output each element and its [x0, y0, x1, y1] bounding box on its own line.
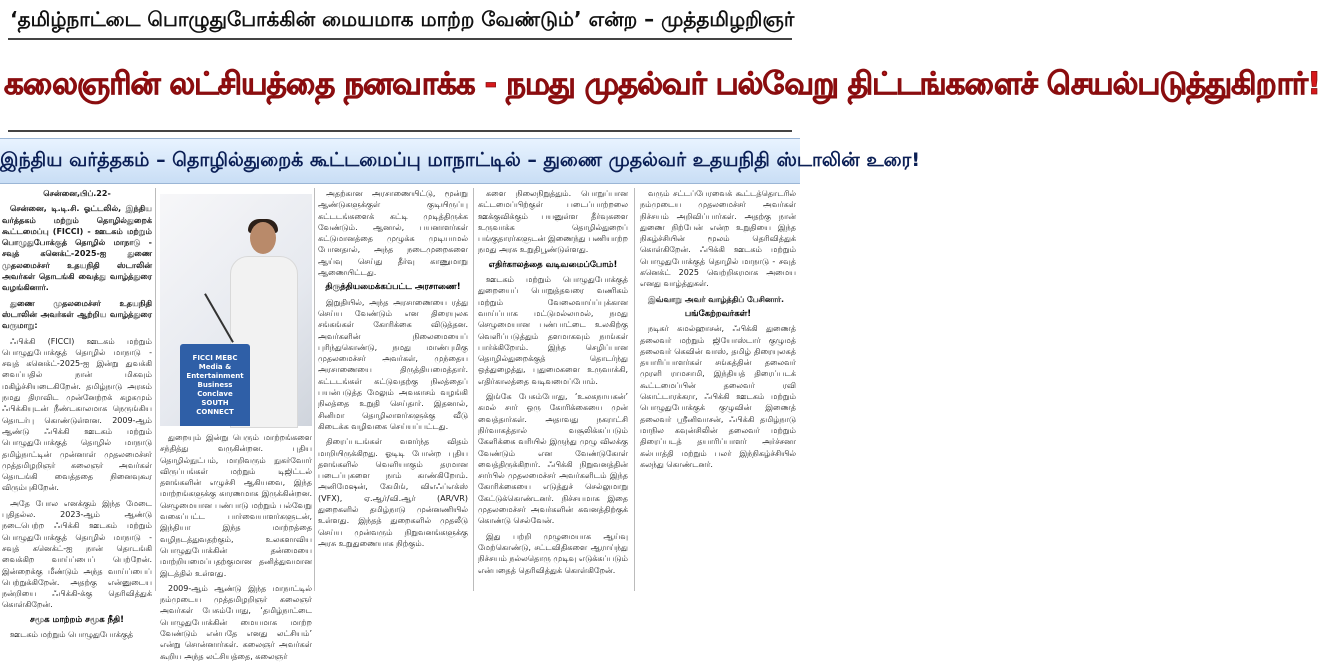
column-separator — [473, 188, 474, 591]
column-separator — [155, 188, 156, 591]
section-heading: சமூக மாற்றம் சமூக நீதி! — [30, 614, 124, 625]
article-column-3 — [318, 188, 468, 591]
paragraph: வரும் சட்டப்பேரவைக் கூட்டத்தொடரில் நம்முடைய முதலமைச்சர் அவர்கள் நிச்சயம் அறிவிப்பார்கள். அதற்கு நான் துணை நிற்பேன் என்ற உறுதியை இந்த நிகழ்ச்சியின் மூலம் தெரிவித்துக் கொள்கிறேன். ஃபிக்கி ஊடகம் மற்றும் பொழுதுபோக்குத் தொழில் மாநாடு - சவுத் கனெக்ட் 2025 வெற்றிகரமாக அமைய எனது வாழ்த்துகள். — [640, 189, 796, 289]
paragraph: இவ்வாறு அவர் வாழ்த்திப் பேசினார். — [648, 294, 785, 304]
article-column-1 — [2, 188, 152, 639]
paragraph: ஃபிக்கி (FICCI) ஊடகம் மற்றும் பொழுதுபோக்குத் தொழில் மாநாடு - சவுத் கனெக்ட்-2025-ஐ இன்று துவக்கி வைப்பதில் நான் மிகவும் மகிழ்ச்சியடைகிறேன். தமிழ்நாடு அரசும் நமது திராவிட முன்னேற்றக் கழகமும் ஃபிக்கியுடன் நீண்டகாலமாக நெருங்கிய தொடர்பு கொண்டுள்ளன. 2009-ஆம் ஆண்டு ஃபிக்கி ஊடகம் மற்றும் பொழுதுபோக்குத் தொழில் மாநாடு தமிழ்நாட்டின் முன்னாள் முதலமைச்சர் முத்தமிழறிஞர் கலைஞர் அவர்கள் தொடங்கி வைத்ததை நினைவுகூர விரும்புகிறேன். — [2, 336, 152, 493]
paragraph: இது பற்றி முழுமையாக ஆய்வு மேற்கொண்டு, சட்டவிதிகளை ஆராய்ந்து நிச்சயம் நல்லதொரு முடிவு எடுக்கப்படும் என்பதைத் தெரிவித்துக் கொள்கிறேன். — [478, 531, 628, 575]
lead-paragraph: சென்னை, டி.டி.சி. ஓட்டலில், இந்திய வர்த்தகம் மற்றும் தொழில்துறைக் கூட்டமைப்பு (FICCI) - ஊடகம் மற்றும் பொழுதுபோக்குத் தொழில் மாநாடு - சவுத் கனெக்ட்-2025-ஐ துணை முதலமைச்சர் உதயநிதி ஸ்டாலின் அவர்கள் தொடங்கி வைத்து வாழ்த்துரை வழங்கினார். — [2, 204, 152, 293]
article-column-4 — [478, 188, 628, 591]
paragraph: திரைப்படங்கள் வளர்ந்த விதம் மாறியிருக்கிறது. ஓடிடி போன்ற புதிய தளங்களில் வெளியாகும் தரமான படைப்புகளை நாம் காண்கிறோம். அனிமேஷன், கேமிங், விஎஃப்எக்ஸ் (VFX), ஏ.ஆர்/வி.ஆர் (AR/VR) துறைகளில் தமிழ்நாடு முன்னணியில் உள்ளது. இந்தத் துறைகளில் முதலீடு செய்ய முன்வரும் நிறுவனங்களுக்கு அரசு உறுதுணையாக நிற்கும். — [318, 437, 468, 548]
paragraph: அதற்கான அரசாணையிட்டு, மூன்று ஆண்டுகளுக்குள் குடியிருப்பு கட்டடங்களைக் கட்டி முடித்திருக்க வேண்டும். ஆனால், பயனாளர்கள் கட்டுமானத்தை முழுக்க முடியாமல் போனதால், அந்த நடைமுறைகளை ஆய்வு செய்து தீர்வு காணுமாறு ஆணையிட்டது. — [318, 189, 468, 278]
article-column-2 — [160, 432, 312, 661]
subheadline: இந்திய வர்த்தகம் – தொழில்துறைக் கூட்டமைப்பு மாநாட்டில் – துணை முதல்வர் உதயநிதி ஸ்டாலின் உரை! — [0, 149, 921, 171]
main-headline: கலைஞரின் லட்சியத்தை நனவாக்க - நமது முதல்வர் பல்வேறு திட்டங்களைச் செயல்படுத்துகிறார்! — [4, 66, 1320, 102]
paragraph: அதே போல எனக்கும் இந்த மேடை புதிதல்ல. 2023-ஆம் ஆண்டு நடைபெற்ற ஃபிக்கி ஊடகம் மற்றும் பொழுதுபோக்குத் தொழில் மாநாடு - சவுத் கனெக்ட்-ஐ நான் தொடங்கி வைக்கிற வாய்ப்பைப் பெற்றேன். இன்றைக்கு மீண்டும் அந்த வாய்ப்பைப் பெற்றுக்கிறேன். அதற்கு என்னுடைய நன்றியை ஃபிக்கி-க்கு தெரிவித்துக் கொள்கிறேன். — [2, 498, 152, 610]
column-separator — [314, 188, 315, 591]
paragraph: இறுதியில், அந்த அரசாணையை ரத்து செய்ய வேண்டும் என திரையுலக சங்கங்கள் கோரிக்கை விடுத்தன. அவர்களின் நிலைமையைப் புரிந்துகொண்டு, நமது மாண்புமிகு முதலமைச்சர் அவர்கள், முந்தைய அரசாணையை திருத்தியமைத்தார். கட்டடங்கள் கட்டுவதற்கு நிலத்தைப் பயன்படுத்த மேலும் அவகாசம் வழங்கி நிலத்தை உறுதி செய்தார். இதனால், சினிமா தொழிலாளர்களுக்கு வீடு கிடைக்க வழிவகை செய்யப்பட்டது. — [318, 297, 468, 431]
paragraph: இங்கே பேசும்போது, ‘உலகநாயகன்’ கமல் சார் ஒரு கோரிக்கையை முன் வைத்தார்கள். அதாவது நகராட்சி நிர்வாகத்தால் வசூலிக்கப்படும் கேளிக்கை வரியில் இருந்து முழு விலக்கு வேண்டும் என வேண்டுகோள் வைத்திருக்கிறார். ஃபிக்கி நிறுவனத்தின் சார்பில் முதலமைச்சர் அவர்களிடம் இந்த கோரிக்கையை எடுத்துச் செல்லுமாறு கேட்டுக்கொண்டனர். நிச்சயமாக இதை முதலமைச்சர் அவர்களின் கவனத்திற்குக் கொண்டு செல்வேன். — [478, 392, 628, 526]
article-column-5 — [640, 188, 796, 591]
podium-label: FICCI MEBC Media & Entertainment Business Conclave SOUTH CONNECT — [186, 354, 244, 416]
section-heading: பங்கேற்றவர்கள்! — [684, 308, 752, 319]
paragraph: துறையும் இன்று பெரும் மாற்றங்களை சந்தித்து வருகின்றன. புதிய தொழில்நுட்பம், மாறிவரும் நுகர்வோர் விருப்பங்கள் மற்றும் டிஜிட்டல் தளங்களின் எழுச்சி ஆகியவை, இந்த மாற்றங்களுக்கு காரணமாக இருக்கின்றன. செழுமையான பண்பாடு மற்றும் பல்வேறு வகைப்பட்ட பார்வையாளர்களுடன், இந்தியா இந்த மாற்றத்தை வழிநடத்துவதற்கும், உலகளாவிய பொழுதுபோக்கின் தன்மையை மாற்றியமைப்பதற்குமான தனித்துவமான இடத்தில் உள்ளது. — [160, 433, 312, 578]
speaker-photo — [160, 194, 312, 426]
paragraph: ஊடகம் மற்றும் பொழுதுபோக்குத் — [10, 629, 134, 639]
paragraph: களை நிலைநிறுத்தும். பொறுப்பான கட்டமைப்பிற்குள் படைப்பாற்றலை ஊக்குவிக்கும் பயனுள்ள தீர்வுகளை உருவாக்க தொழில்துறைப் பங்குதாரர்களுடன் இணைந்து பணியாற்ற நமது அரசு உறுதிபூண்டுள்ளது. — [478, 189, 628, 255]
top-rule — [8, 38, 792, 40]
section-heading: எதிர்காலத்தை வடிவமைப்போம்! — [488, 259, 618, 270]
dateline: சென்னை,பிப்.22- — [43, 189, 111, 198]
paragraph: துணை முதலமைச்சர் உதயநிதி ஸ்டாலின் அவர்கள் ஆற்றிய வாழ்த்துரை வருமாறு: — [2, 298, 152, 331]
paragraph: 2009-ஆம் ஆண்டு இந்த மாநாட்டில் நம்முடைய முத்தமிழறிஞர் கலைஞர் அவர்கள் பேசும்போது, ‘தமிழ்நாட்டை பொழுதுபோக்கின் மையமாக மாற்ற வேண்டும் என்பதே எனது லட்சியம்’ என்று சொன்னார்கள். கலைஞர் அவர்கள் கூறிய அந்த லட்சியத்தை, கலைஞர் — [160, 583, 312, 661]
section-heading: திருத்தியமைக்கப்பட்ட அரசாணை! — [325, 282, 461, 293]
column-separator — [634, 188, 635, 591]
headline-rule — [8, 130, 792, 132]
paragraph: நடிகர் கமல்ஹாசன், ஃபிக்கி துணைத் தலைவர் மற்றும் ஜியோஸ்டார் குழுமத் தலைவர் கெவின் வாஸ், தமிழ் திரையுலகத் தயாரிப்பாளர்கள் சங்கத்தின் தலைவர் முரளி ராமசாமி, இந்தியத் திரைப்படக் கூட்டமைப்பின் தலைவர் ரவி கொட்டாரக்கரா, ஃபிக்கி ஊடகம் மற்றும் பொழுதுபோக்குக் குழுவின் இணைத் தலைவர் ஸ்ரீனிவாசன், ஃபிக்கி தமிழ்நாடு மாநில கவுன்சிலின் தலைவர் மற்றும் திரைப்படத் தயாரிப்பாளர் அர்ச்சனா கல்பாத்தி மற்றும் பலர் இந்நிகழ்ச்சியில் கலந்து கொண்டனர். — [640, 324, 796, 469]
podium — [180, 344, 250, 426]
kicker-line: ‘தமிழ்நாட்டை பொழுதுபோக்கின் மையமாக மாற்ற வேண்டும்’ என்ற – முத்தமிழறிஞர் — [10, 7, 795, 31]
paragraph: ஊடகம் மற்றும் பொழுதுபோக்குத் துறையைப் பொறுத்தவரை வணிகம் மற்றும் வேலைவாய்ப்புக்கான வாய்ப்பாக மட்டுமல்லாமல், நமது செழுமையான பண்பாட்டை உலகிற்கு வெளிப்படுத்தும் தளமாகவும் நாங்கள் பார்க்கிறோம். இந்த செழிப்பான தொழில்துறைக்குத் தொடர்ந்து ஒத்துழைத்து, புதுமைகளை உருவாக்கி, எதிர்காலத்தை வடிவமைப்போம். — [478, 275, 628, 386]
speaker-head — [250, 222, 276, 254]
